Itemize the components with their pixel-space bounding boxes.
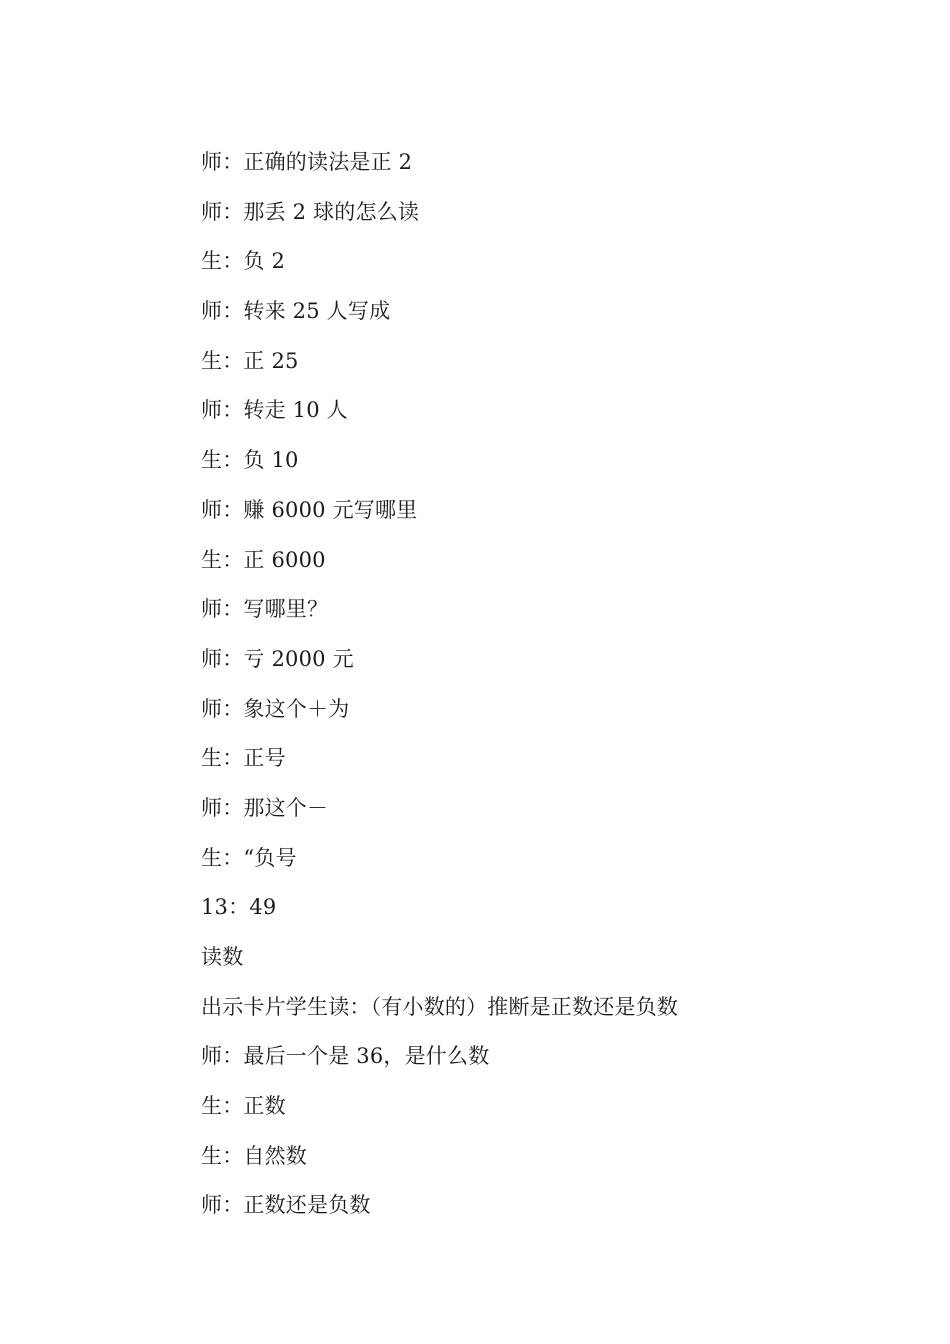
- transcript-line: 师：赚 6000 元写哪里: [201, 497, 418, 522]
- transcript-line: 生：负 2: [201, 249, 286, 274]
- section-heading: 读数: [201, 945, 244, 969]
- transcript-line: 生：正 6000: [201, 547, 326, 572]
- transcript-line: 生：正号: [201, 746, 286, 771]
- transcript-line: 师：最后一个是 36，是什么数: [201, 1044, 490, 1069]
- transcript-line: 师：亏 2000 元: [201, 646, 354, 671]
- transcript-line: 生：负 10: [201, 448, 299, 473]
- transcript-line: 师：正数还是负数: [201, 1193, 371, 1218]
- timestamp-line: 13：49: [201, 895, 277, 920]
- transcript-body: [201, 145, 841, 1238]
- transcript-line: 生：“负号: [201, 845, 297, 870]
- transcript-line: 生：正数: [201, 1094, 286, 1119]
- transcript-line: 师：转走 10 人: [201, 398, 348, 423]
- transcript-line: 生：自然数: [201, 1143, 307, 1168]
- transcript-line: 师：正确的读法是正 2: [201, 150, 413, 174]
- transcript-line: 出示卡片学生读：（有小数的）推断是正数还是负数: [201, 994, 679, 1019]
- transcript-line: 生：正 25: [201, 348, 299, 373]
- transcript-line: 师：那丢 2 球的怎么读: [201, 199, 420, 224]
- transcript-line: 师：写哪里？: [201, 597, 329, 622]
- transcript-line: 师：那这个－: [201, 795, 329, 820]
- transcript-line: 师：象这个＋为: [201, 696, 350, 721]
- transcript-line: 师：转来 25 人写成: [201, 299, 391, 324]
